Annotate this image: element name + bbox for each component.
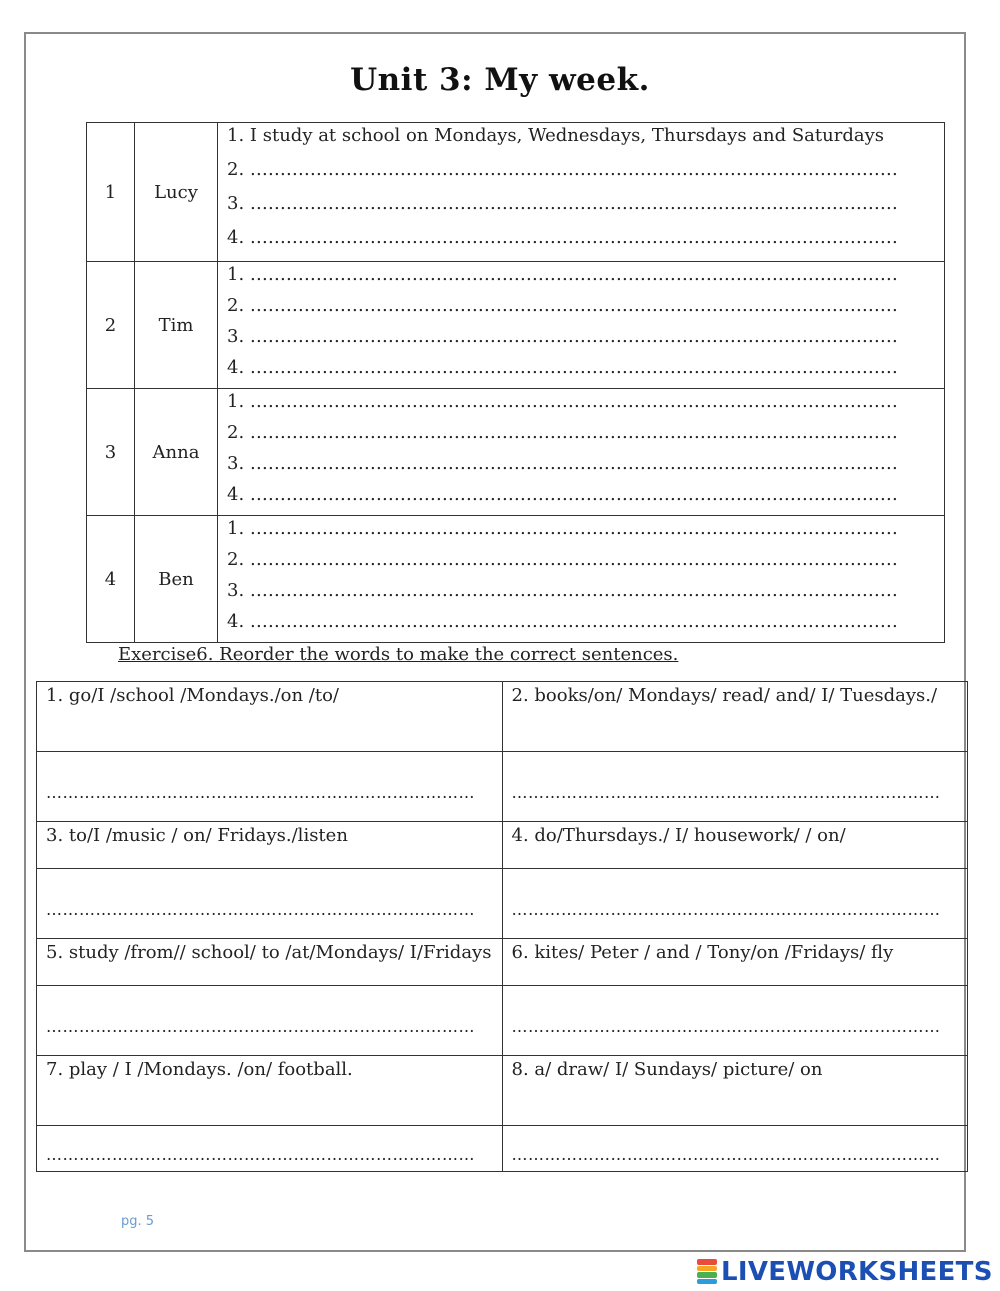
row-number: 2 <box>87 262 135 389</box>
answer-line[interactable] <box>502 869 968 939</box>
sentence-line[interactable]: 2. ……………………………………………………………………………………………… <box>227 295 898 316</box>
answer-line[interactable] <box>37 986 503 1056</box>
sentence-lines <box>218 389 945 516</box>
sentence-line[interactable]: 3. ……………………………………………………………………………………………… <box>227 453 898 474</box>
prompt-row <box>37 822 968 869</box>
row-number: 1 <box>87 123 135 262</box>
student-name: Lucy <box>135 123 218 262</box>
answer-dots: …………………………………………………………………… <box>511 1145 941 1164</box>
student-name: Ben <box>135 516 218 643</box>
answer-dots: …………………………………………………………………… <box>46 1017 475 1036</box>
student-row <box>87 262 945 389</box>
prompt-cell: 2. books/on/ Mondays/ read/ and/ I/ Tuesdays./ <box>502 682 968 752</box>
answer-row <box>37 1126 968 1172</box>
page-title: Unit 3: My week. <box>350 62 650 98</box>
answer-row <box>37 986 968 1056</box>
prompt-cell: 3. to/I /music / on/ Fridays./listen <box>37 822 503 869</box>
logo-text: LIVEWORKSHEETS <box>721 1257 993 1287</box>
sentence-line[interactable]: 4. ……………………………………………………………………………………………… <box>227 357 898 378</box>
sentence-line[interactable]: 4. ……………………………………………………………………………………………… <box>227 484 898 505</box>
prompt-row <box>37 1056 968 1126</box>
student-name: Tim <box>135 262 218 389</box>
answer-dots: …………………………………………………………………… <box>511 1017 941 1036</box>
answer-line[interactable] <box>37 752 503 822</box>
logo-block <box>697 1272 717 1278</box>
answer-dots: …………………………………………………………………… <box>46 1145 475 1164</box>
sentence-line[interactable]: 1. ……………………………………………………………………………………………… <box>227 518 898 539</box>
answer-row <box>37 752 968 822</box>
answer-row <box>37 869 968 939</box>
sentence-lines <box>218 262 945 389</box>
sentence-line[interactable]: 4. ……………………………………………………………………………………………… <box>227 227 898 248</box>
answer-line[interactable] <box>502 1126 968 1172</box>
liveworksheets-logo[interactable] <box>697 1258 993 1286</box>
student-row <box>87 516 945 643</box>
answer-line[interactable] <box>502 986 968 1056</box>
prompt-cell: 7. play / I /Mondays. /on/ football. <box>37 1056 503 1126</box>
answer-line[interactable] <box>502 752 968 822</box>
prompt-cell: 8. a/ draw/ I/ Sundays/ picture/ on <box>502 1056 968 1126</box>
sentence-line[interactable]: 4. ……………………………………………………………………………………………… <box>227 611 898 632</box>
student-schedule-table <box>86 122 945 643</box>
sentence-line[interactable]: 2. ……………………………………………………………………………………………… <box>227 422 898 443</box>
prompt-cell: 1. go/I /school /Mondays./on /to/ <box>37 682 503 752</box>
answer-line[interactable] <box>37 869 503 939</box>
answer-dots: …………………………………………………………………… <box>46 900 475 919</box>
prompt-cell: 5. study /from// school/ to /at/Mondays/ I/Fridays <box>37 939 503 986</box>
logo-block <box>697 1259 717 1265</box>
sentence-line[interactable]: 2. ……………………………………………………………………………………………… <box>227 159 898 180</box>
prompt-row <box>37 939 968 986</box>
sentence-line[interactable]: 1. ……………………………………………………………………………………………… <box>227 391 898 412</box>
student-row <box>87 123 945 262</box>
prompt-row <box>37 682 968 752</box>
student-name: Anna <box>135 389 218 516</box>
sentence-line[interactable]: 1. ……………………………………………………………………………………………… <box>227 264 898 285</box>
sentence-line: 1. I study at school on Mondays, Wednesdays, Thursdays and Saturdays <box>227 125 884 146</box>
sentence-lines <box>218 516 945 643</box>
logo-block <box>697 1266 717 1272</box>
student-row <box>87 389 945 516</box>
reorder-table <box>36 681 968 1172</box>
row-number: 3 <box>87 389 135 516</box>
answer-dots: …………………………………………………………………… <box>511 783 941 802</box>
exercise-heading: Exercise6. Reorder the words to make the correct sentences. <box>118 644 679 665</box>
sentence-line[interactable]: 3. ……………………………………………………………………………………………… <box>227 326 898 347</box>
answer-dots: …………………………………………………………………… <box>511 900 941 919</box>
sentence-line[interactable]: 3. ……………………………………………………………………………………………… <box>227 580 898 601</box>
answer-line[interactable] <box>37 1126 503 1172</box>
logo-mark-icon <box>697 1259 717 1285</box>
logo-block <box>697 1279 717 1285</box>
page-number: pg. 5 <box>121 1214 155 1229</box>
prompt-cell: 6. kites/ Peter / and / Tony/on /Fridays/ fly <box>502 939 968 986</box>
row-number: 4 <box>87 516 135 643</box>
sentence-line[interactable]: 2. ……………………………………………………………………………………………… <box>227 549 898 570</box>
prompt-cell: 4. do/Thursdays./ I/ housework/ / on/ <box>502 822 968 869</box>
answer-dots: …………………………………………………………………… <box>46 783 475 802</box>
sentence-line[interactable]: 3. ……………………………………………………………………………………………… <box>227 193 898 214</box>
sentence-lines <box>218 123 945 262</box>
